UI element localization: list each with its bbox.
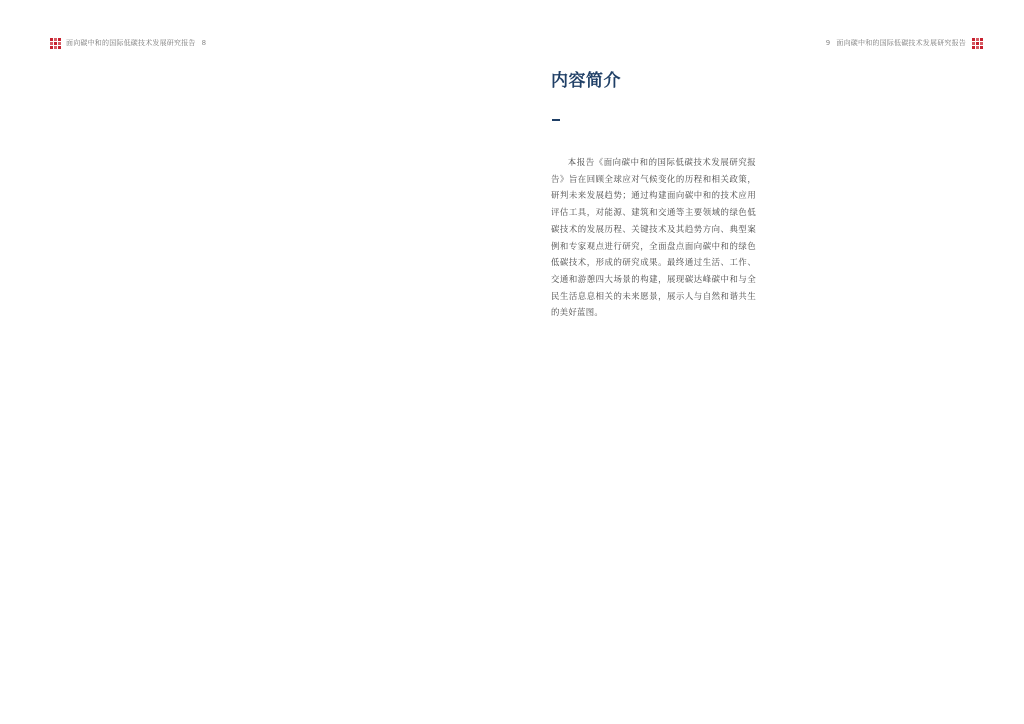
report-logo-icon <box>50 38 60 49</box>
section-title: 内容简介 <box>551 71 621 91</box>
left-running-header <box>50 37 212 49</box>
report-logo-icon <box>972 38 982 49</box>
left-header-text: 面向碳中和的国际低碳技术发展研究报告 <box>66 39 196 47</box>
intro-paragraph: 本报告《面向碳中和的国际低碳技术发展研究报告》旨在回顾全球应对气候变化的历程和相关政策，研判未来发展趋势；通过构建面向碳中和的技术应用评估工具，对能源、建筑和交通等主要领域的绿色低碳技术的发展历程、关键技术及其趋势方向、典型案例和专家观点进行研究，全面盘点面向碳中和的绿色低碳技术，形成的研究成果。最终通过生活、工作、交通和游憩四大场景的构建，展现碳达峰碳中和与全民生活息息相关的未来愿景，展示人与自然和谐共生的美好蓝图。 <box>551 157 756 318</box>
right-page <box>512 0 1024 724</box>
right-page-number: 9 <box>825 39 831 47</box>
right-running-header <box>820 37 982 49</box>
left-page-number: 8 <box>201 39 207 47</box>
title-underline-rule <box>552 119 560 121</box>
right-header-text: 面向碳中和的国际低碳技术发展研究报告 <box>836 39 966 47</box>
